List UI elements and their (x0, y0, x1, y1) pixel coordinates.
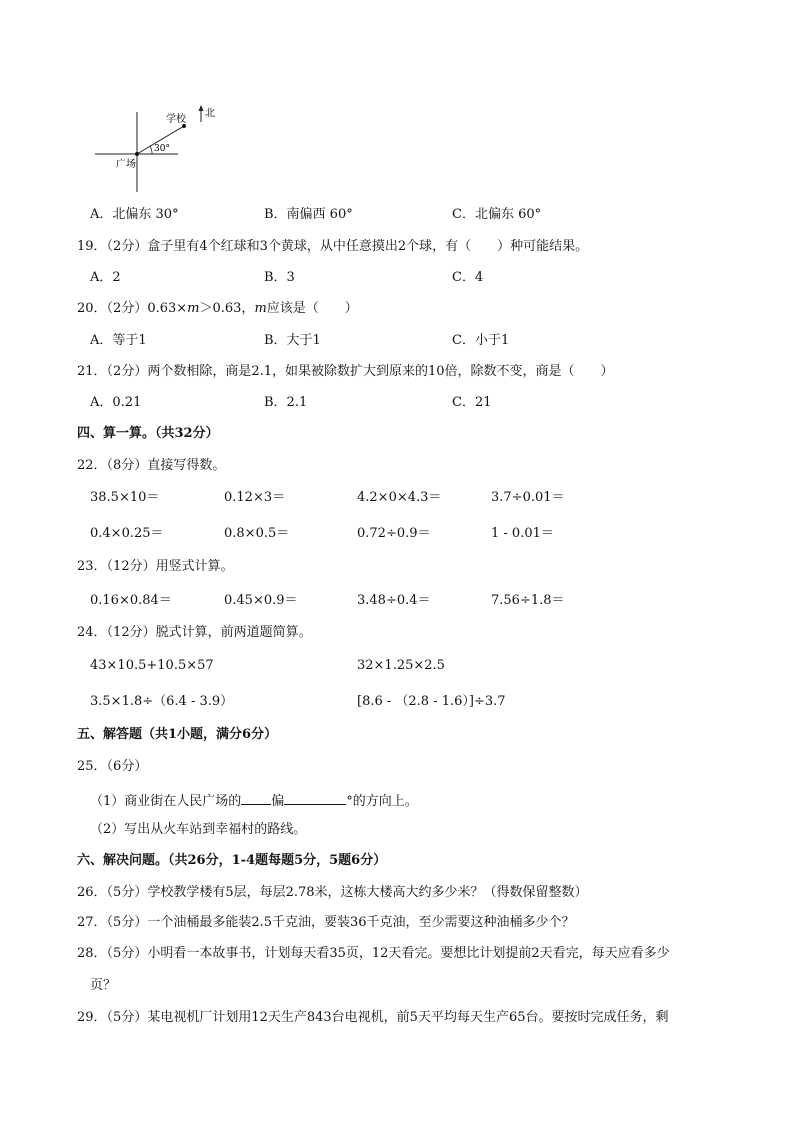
q20-option-b: B．大于1 (264, 333, 321, 348)
figure-school-label: 学校 (166, 114, 186, 125)
section-6-heading: 六、解决问题。（共26分，1-4题每题5分，5题6分） (77, 853, 387, 868)
section-5-heading: 五、解答题（共1小题，满分6分） (77, 727, 278, 742)
q25-subquestion-1 (90, 790, 418, 811)
q22-item: 4.2×0×4.3＝ (357, 490, 442, 505)
q21-option-b: B．2.1 (264, 395, 308, 410)
q19-option-b: B．3 (264, 270, 295, 285)
q21-stem: 21．（2分）两个数相除，商是2.1，如果被除数扩大到原来的10倍，除数不变，商是（ ） (77, 364, 614, 379)
q20-part: ＞0.63， (199, 301, 255, 316)
q23-item: 7.56÷1.8＝ (491, 593, 565, 608)
q26-stem: 26．（5分）学校教学楼有5层，每层2.78米，这栋大楼高大约多少米？（得数保留整数） (77, 885, 588, 900)
q22-item: 0.4×0.25＝ (90, 526, 164, 541)
q21-option-c: C．21 (452, 395, 492, 410)
q28-stem-continued: 页？ (90, 978, 117, 993)
q25-subquestion-2: （2）写出从火车站到幸福村的路线。 (90, 822, 307, 837)
q22-item: 0.8×0.5＝ (224, 526, 290, 541)
q19-option-a: A．2 (90, 270, 121, 285)
q23-item: 0.16×0.84＝ (90, 593, 172, 608)
q21-option-a: A．0.21 (90, 395, 142, 410)
q25-text: °的方向上。 (346, 794, 418, 809)
q24-item: [8.6 - （2.8 - 1.6）]÷3.7 (357, 694, 506, 709)
q22-item: 38.5×10＝ (90, 490, 160, 505)
q22-item: 3.7÷0.01＝ (491, 490, 565, 505)
figure-angle-label: 30° (154, 144, 170, 154)
q22-item: 0.12×3＝ (224, 490, 286, 505)
q24-item: 43×10.5+10.5×57 (90, 658, 214, 673)
answer-blank[interactable] (241, 790, 271, 805)
q20-part: 20．（2分）0.63× (77, 301, 188, 316)
q18-option-a: A．北偏东 30° (90, 207, 179, 222)
q19-option-c: C．4 (452, 270, 484, 285)
section-4-heading: 四、算一算。（共32分） (77, 426, 219, 441)
q22-item: 1 - 0.01＝ (491, 526, 554, 541)
answer-blank[interactable] (284, 790, 346, 805)
q20-variable: m (254, 301, 267, 316)
q20-option-c: C．小于1 (452, 333, 510, 348)
q20-stem (77, 300, 358, 318)
q25-text: 偏 (271, 794, 285, 809)
q20-variable: m (187, 301, 200, 316)
q22-item: 0.72÷0.9＝ (357, 526, 431, 541)
q25-text: （1）商业街在人民广场的 (90, 794, 242, 809)
q19-stem: 19．（2分）盒子里有4个红球和3个黄球，从中任意摸出2个球，有（ ）种可能结果。 (77, 239, 589, 254)
q25-stem: 25．（6分） (77, 759, 148, 774)
q23-item: 0.45×0.9＝ (224, 593, 298, 608)
q22-stem: 22．（8分）直接写得数。 (77, 458, 226, 473)
q20-option-a: A．等于1 (90, 333, 147, 348)
q18-option-c: C．北偏东 60° (452, 207, 542, 222)
figure-plaza-label: 广场 (116, 159, 136, 170)
q20-part: 应该是（ ） (266, 301, 358, 316)
q23-stem: 23．（12分）用竖式计算。 (77, 559, 234, 574)
q23-item: 3.48÷0.4＝ (357, 593, 431, 608)
q28-stem: 28．（5分）小明看一本故事书，计划每天看35页，12天看完。要想比计划提前2天看完，每天应看多少 (77, 946, 670, 961)
q27-stem: 27．（5分）一个油桶最多能装2.5千克油，要装36千克油，至少需要这种油桶多少个？ (77, 915, 575, 930)
direction-figure (90, 100, 220, 195)
figure-north-label: 北 (205, 108, 215, 119)
q24-item: 3.5×1.8÷（6.4 - 3.9） (90, 694, 234, 709)
q24-item: 32×1.25×2.5 (357, 658, 445, 673)
q29-stem: 29．（5分）某电视机厂计划用12天生产843台电视机，前5天平均每天生产65台。要按时完成任务，剩 (77, 1010, 669, 1025)
q24-stem: 24．（12分）脱式计算，前两道题简算。 (77, 625, 312, 640)
q18-option-b: B．南偏西 60° (264, 207, 353, 222)
